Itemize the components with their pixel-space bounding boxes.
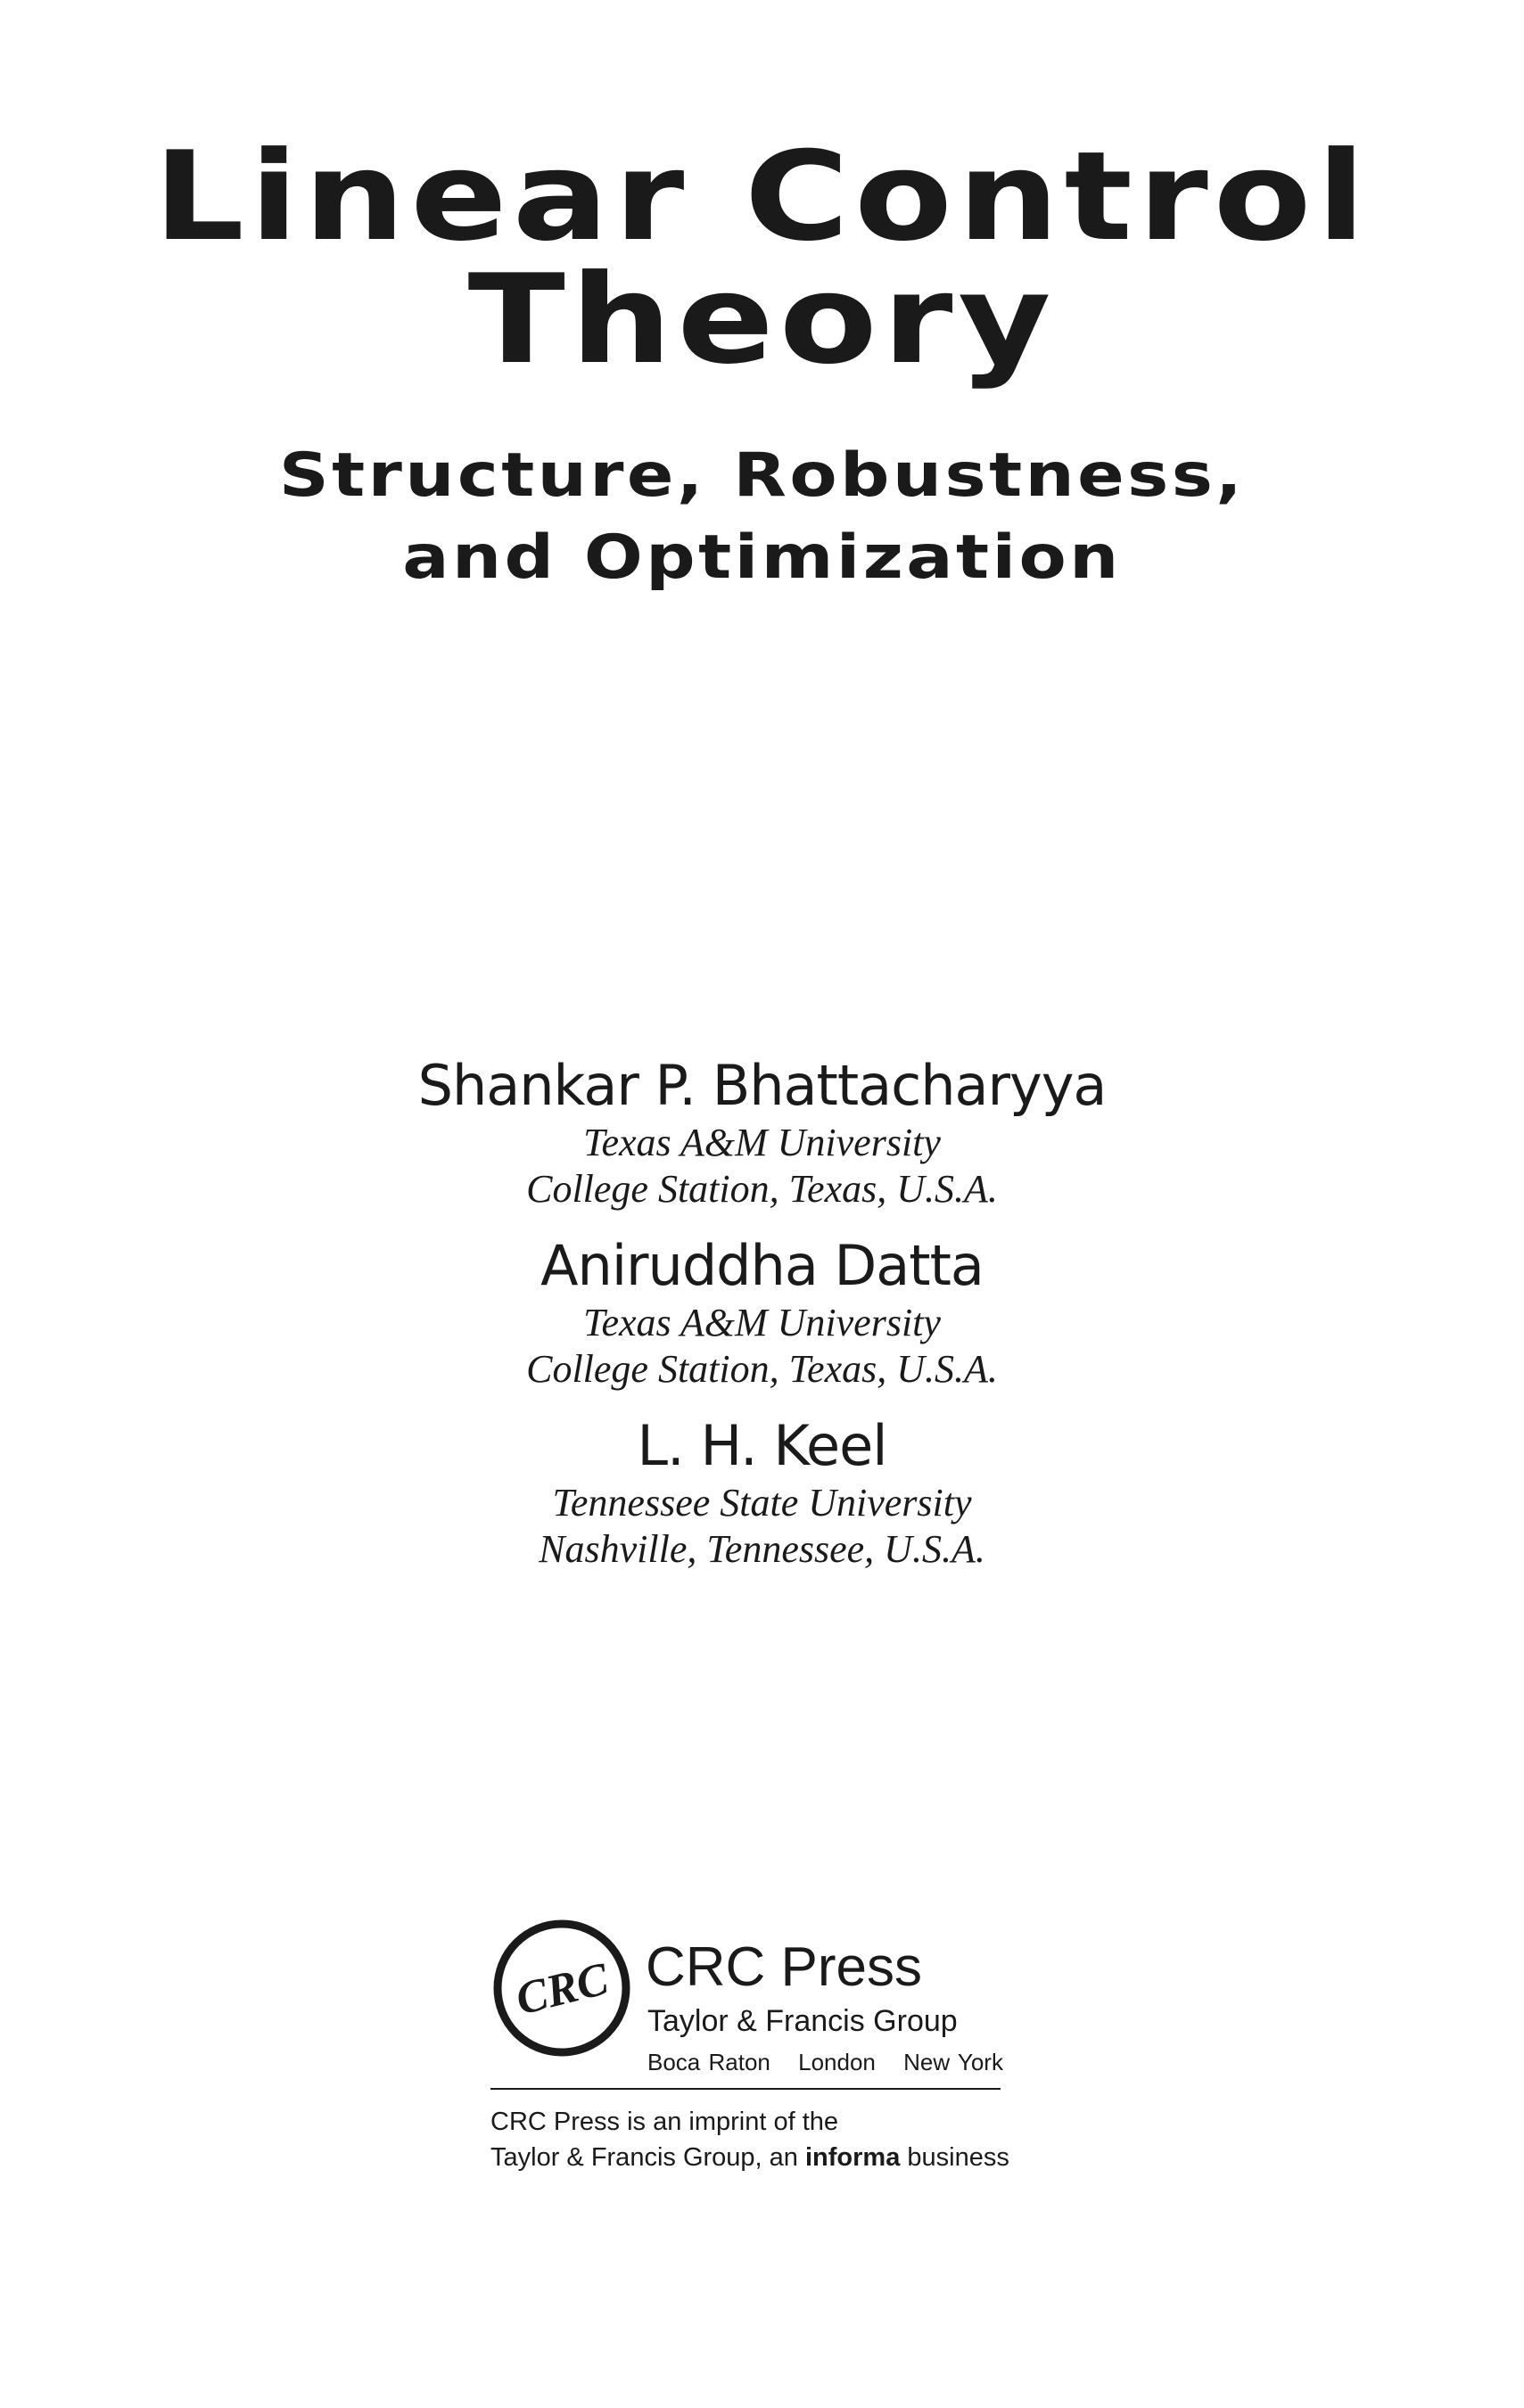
crc-logo-icon: [490, 1917, 633, 2059]
crc-logo-text: CRC: [510, 1953, 614, 2026]
city: New York: [903, 2049, 1003, 2075]
author-entry: [0, 1232, 1524, 1393]
book-subtitle-line-2: and Optimization: [402, 522, 1122, 593]
author-location: College Station, Texas, U.S.A.: [526, 1347, 998, 1391]
author-entry: [0, 1412, 1524, 1573]
imprint-line-1: CRC Press is an imprint of the: [490, 2108, 839, 2136]
imprint-note: [490, 2104, 1009, 2175]
author-name: Aniruddha Datta: [540, 1233, 984, 1298]
book-subtitle-line-1: Structure, Robustness,: [278, 440, 1246, 511]
book-title-line-1: Linear Control: [152, 125, 1372, 268]
author-name: L. H. Keel: [637, 1413, 887, 1478]
imprint-text: Taylor & Francis Group, an: [490, 2143, 798, 2172]
publisher-block: [490, 1917, 1061, 2184]
author-entry: [0, 1052, 1524, 1212]
author-affiliation: Tennessee State University: [552, 1481, 972, 1525]
city: Boca Raton: [647, 2049, 770, 2075]
author-list: [0, 1052, 1524, 1592]
publisher-group: Taylor & Francis Group: [647, 2004, 958, 2038]
divider: [490, 2088, 1001, 2090]
informa-wordmark: informa: [804, 2143, 901, 2172]
author-name: Shankar P. Bhattacharyya: [417, 1053, 1107, 1118]
author-location: Nashville, Tennessee, U.S.A.: [539, 1527, 985, 1571]
imprint-text: business: [907, 2143, 1009, 2172]
author-location: College Station, Texas, U.S.A.: [526, 1167, 998, 1211]
book-title-line-2: Theory: [467, 248, 1057, 391]
author-affiliation: Texas A&M University: [583, 1121, 941, 1164]
publisher-cities: [647, 2050, 1023, 2074]
imprint-line-2: [490, 2140, 1009, 2175]
city: London: [798, 2049, 876, 2075]
publisher-name: CRC Press: [646, 1936, 923, 1998]
author-affiliation: Texas A&M University: [583, 1301, 941, 1344]
